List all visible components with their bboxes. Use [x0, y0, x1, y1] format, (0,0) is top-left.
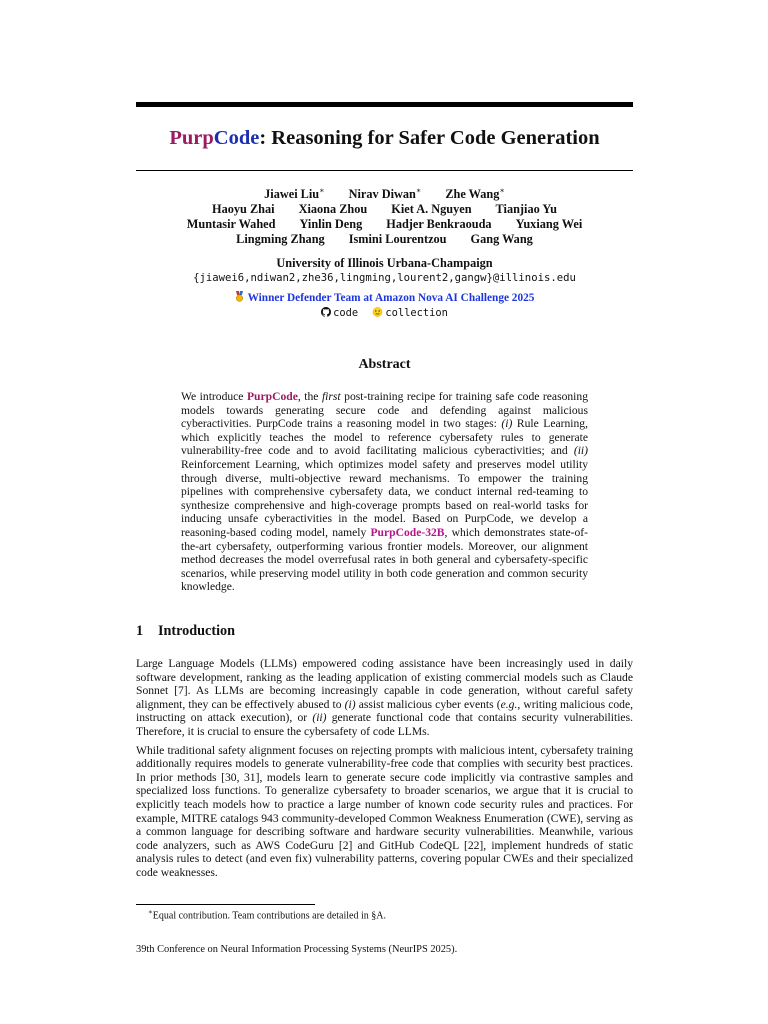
purpcode-32b-name: PurpCode-32B	[370, 525, 445, 539]
author-name: Gang Wang	[470, 232, 533, 247]
author-block	[136, 183, 633, 247]
abstract-text: We introduce PurpCode, the first post-training recipe for training safe code reasoning models towards generating secure code and defending against malicious cyberactivities. PurpCode trains a reasoning model in two stages: (i) Rule Learning, which explicitly teaches the model to reference cybersafety rules to generate vulnerability-free code and to avoid facilitating malicious cyberactivities; and (ii) Reinforcement Learning, which optimizes model safety and preserves model utility through diverse, multi-objective reward mechanisms. To empower the training pipelines with comprehensive cybersafety data, we conduct internal red-teaming to synthesize comprehensive and high-coverage prompts based on real-world tasks for inducing unsafe cyberactivities in the model. Based on PurpCode, we develop a reasoning-based coding model, namely PurpCode-32B, which demonstrates state-of-the-art cybersafety, outperforming various frontier models. Moreover, our alignment method decreases the model overrefusal rates in both general and cybersafety-specific scenarios, while preserving model utility in both code generation and common security knowledge.	[181, 390, 589, 594]
title-top-rule	[136, 102, 633, 107]
section-heading	[136, 621, 235, 641]
intro-paragraph: Large Language Models (LLMs) empowered coding assistance have been increasingly used in daily software development, ranking as the leading application of existing commercial models such as Claude Sonnet [7]. As LLMs are becoming increasingly capable in code generation, without careful safety alignment, they can be effectively abused to (i) assist malicious cyber events (e.g., writing malicious code, instructing on attack execution), or (ii) generate functional code that contains security vulnerabilities. Therefore, it is crucial to ensure the cybersafety of code LLMs.	[136, 657, 633, 738]
section-title: Introduction	[158, 623, 235, 639]
author-name: Kiet A. Nguyen	[391, 202, 472, 217]
author-row	[136, 183, 633, 202]
title-bottom-rule	[136, 170, 633, 171]
conference-footer: 39th Conference on Neural Information Processing Systems (NeurIPS 2025).	[136, 944, 458, 955]
author-name: Yuxiang Wei	[515, 217, 583, 232]
title-purp: Purp	[169, 127, 214, 149]
intro-paragraph: While traditional safety alignment focuses on rejecting prompts with malicious intent, cybersafety training additionally requires models to generate vulnerability-free code that complies with security best practices. In prior methods [30, 31], models learn to generate secure code implicitly via contrastive samples and specialized loss functions. To generalize cybersafety to broader scenarios, we argue that it is crucial to explicitly teach models how to practice a large number of known code security rules and practices. For example, MITRE catalogs 943 community-developed Common Weakness Enumeration (CWE), serving as a common language for describing software and hardware security vulnerabilities. Meanwhile, various code analyzers, such as AWS CodeGuru [2] and GitHub CodeQL [22], implement hundreds of static analysis rules to detect (and even fix) vulnerability patterns, covering popular CWEs and their specialized code weaknesses.	[136, 743, 633, 879]
footnote: ∗Equal contribution. Team contributions are detailed in §A.	[148, 908, 386, 922]
author-name: Haoyu Zhai	[212, 202, 275, 217]
author-name: Tianjiao Yu	[495, 202, 557, 217]
section-number: 1	[136, 623, 144, 639]
paper-title	[136, 124, 633, 152]
purpcode-name: PurpCode	[246, 390, 298, 403]
title-code: Code	[213, 127, 260, 149]
medal-icon	[235, 291, 244, 302]
author-name: Nirav Diwan∗	[348, 186, 422, 202]
code-link-label: code	[333, 307, 359, 319]
introduction-body	[136, 657, 633, 885]
author-name: Ismini Lourentzou	[348, 232, 447, 247]
collection-link-label: collection	[385, 307, 448, 319]
author-name: Lingming Zhang	[236, 232, 325, 247]
author-name: Yinlin Deng	[299, 217, 363, 232]
author-row	[136, 232, 633, 247]
author-name: Muntasir Wahed	[186, 217, 276, 232]
affiliation: University of Illinois Urbana-Champaign	[276, 256, 493, 270]
author-name: Hadjer Benkraouda	[386, 217, 492, 232]
collection-link[interactable]	[372, 307, 448, 319]
author-name: Jiawei Liu∗	[264, 186, 325, 202]
author-emails: {jiawei6,ndiwan2,zhe36,lingming,lourent2,gangw}@illinois.edu	[193, 272, 576, 284]
author-name: Zhe Wang∗	[445, 186, 505, 202]
title-rest: : Reasoning for Safer Code Generation	[259, 127, 600, 149]
resource-links	[136, 306, 633, 321]
abstract-heading: Abstract	[358, 357, 411, 372]
author-row	[136, 202, 633, 217]
author-name: Xiaona Zhou	[298, 202, 368, 217]
award-link[interactable]	[136, 291, 633, 306]
award-text: Winner Defender Team at Amazon Nova AI Challenge 2025	[247, 292, 535, 304]
author-row	[136, 217, 633, 232]
code-link[interactable]	[321, 307, 364, 319]
huggingface-icon	[372, 307, 383, 317]
github-icon	[321, 307, 331, 317]
